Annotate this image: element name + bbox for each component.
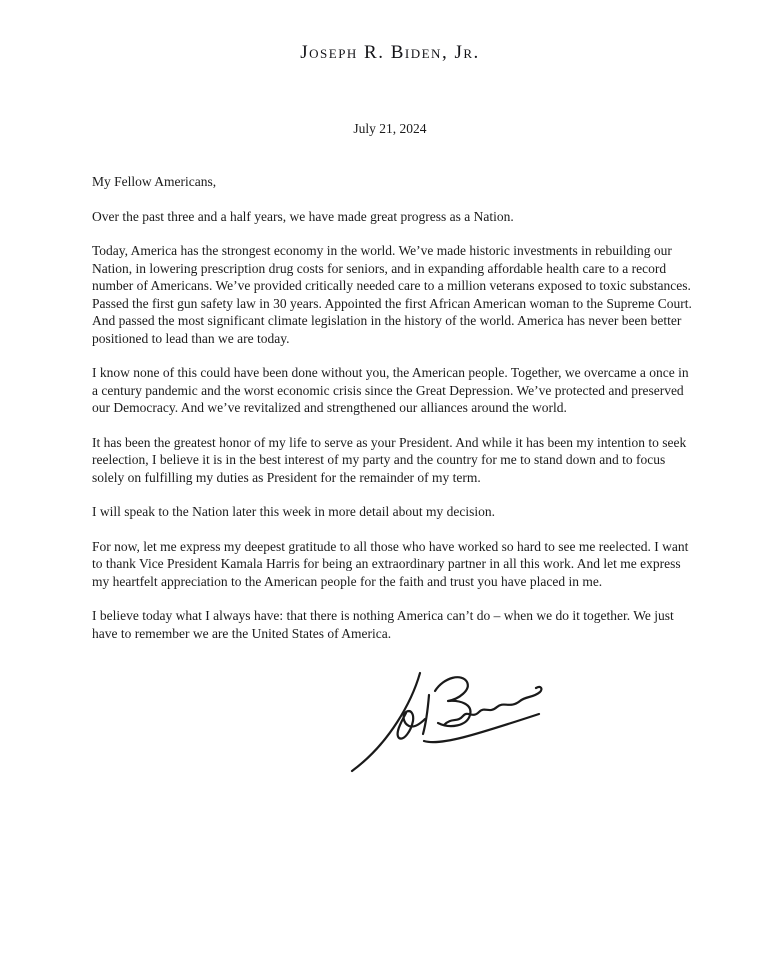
letterhead-name: Joseph R. Biden, Jr. — [300, 42, 480, 63]
signature-slash-stroke — [352, 673, 420, 771]
letter-date: July 21, 2024 — [353, 121, 427, 136]
signature-b-initial — [423, 695, 429, 734]
paragraph-american-people: I know none of this could have been done without you, the American people. Together, we overcame a once in a century pandemic and the worst economic crisis since the Great Depression. We’ve protected and preserved our Democracy. And we’ve revitalized and strengthened our alliances around the world. — [92, 365, 689, 415]
paragraph-stand-down: It has been the greatest honor of my life to serve as your President. And while it has been my intention to seek reelection, I believe it is in the best interest of my party and the country for me to stand down and to focus solely on fulfilling my duties as President for the remainder of my term. — [92, 434, 687, 485]
signature-b-bowls — [435, 677, 470, 726]
paragraph-closing: I believe today what I always have: that there is nothing America can’t do – when we do it together. We just have to remember we are the United States of America. — [92, 608, 674, 641]
paragraph-gratitude: For now, let me express my deepest gratitude to all those who have worked so hard to see me reelected. I want to thank Vice President Kamala Harris for being an extraordinary partner in all this work. And let me express my heartfelt appreciation to the American people for the faith and trust you have placed in me. — [92, 538, 689, 589]
signature-block — [340, 659, 570, 789]
handwritten-signature-icon — [340, 659, 570, 789]
paragraph-accomplishments: Today, America has the strongest economy in the world. We’ve made historic investments in rebuilding our Nation, in lowering prescription drug costs for seniors, and in expanding affordable health care to a record number of Americans. We’ve provided critically needed care to a million veterans exposed to toxic substances. Passed the first gun safety law in 30 years. Appointed the first African American woman to the Supreme Court. And passed the most significant climate legislation in the history of the world. America has never been better positioned to lead than we are today. — [92, 243, 692, 346]
signature-iden-strokes — [444, 687, 541, 725]
paragraph-progress: Over the past three and a half years, we have made great progress as a Nation. — [92, 208, 514, 224]
salutation: My Fellow Americans, — [92, 174, 217, 189]
letter-body — [92, 173, 692, 789]
signature-underline — [424, 714, 539, 742]
paragraph-speak-to-nation: I will speak to the Nation later this week in more detail about my decision. — [92, 504, 496, 519]
